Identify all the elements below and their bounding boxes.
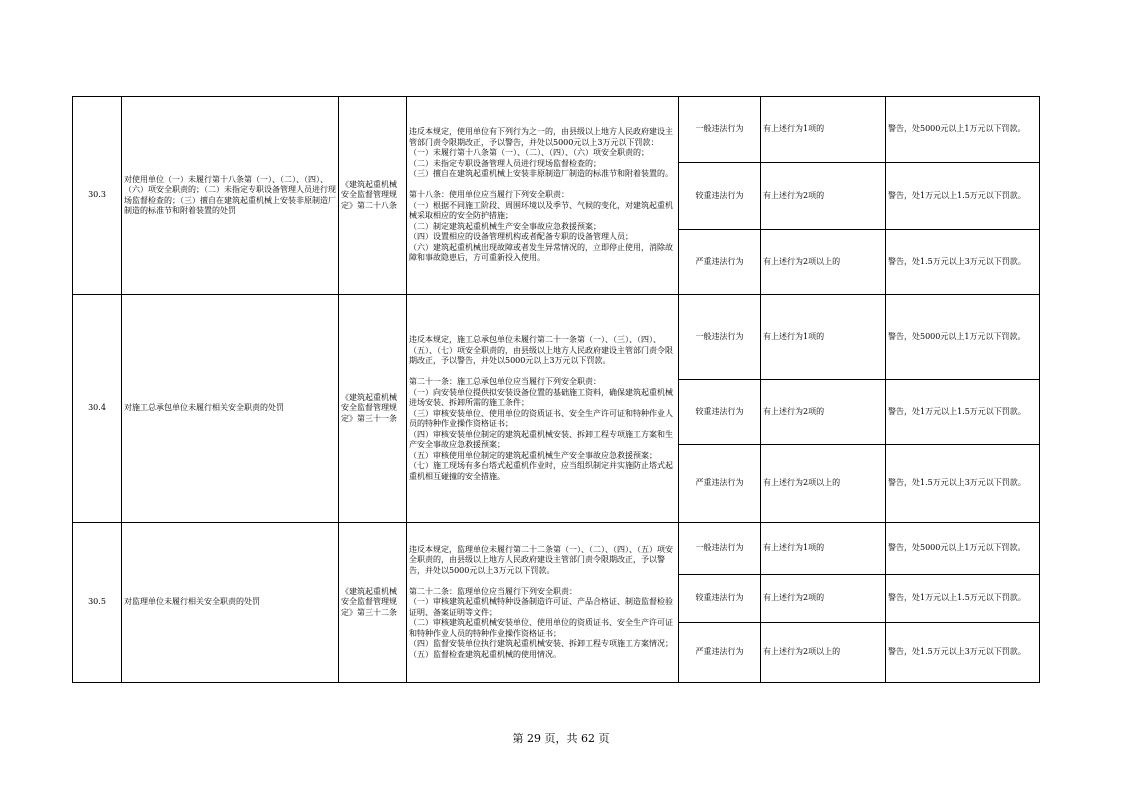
penalty-standard: 警告，处1万元以上1.5万元以下罚款。 (886, 575, 1040, 623)
violation-description: 对施工总承包单位未履行相关安全职责的处罚 (122, 295, 339, 523)
violation-situation: 有上述行为2项以上的 (761, 230, 886, 295)
table-row (73, 523, 1040, 575)
penalty-standard: 警告，处5000元以上1万元以下罚款。 (886, 523, 1040, 575)
item-number: 30.3 (73, 97, 122, 295)
violation-situation: 有上述行为1项的 (761, 523, 886, 575)
legal-provision-text: 违反本规定，施工总承包单位未履行第二十一条第（一）、（三）、（四）、（五）、（七）项安全职责的，由县级以上地方人民政府建设主管部门责令限期改正，予以警告，并处以5000元以上3万元以下罚款。 第二十一条：施工总承包单位应当履行下列安全职责： （一）向安装单位提供拟安装设备位置的基础施工资料，确保建筑起重机械进场安装、拆卸所需的施工条件； （三）审核安装单位、使用单位的资质证书、安全生产许可证和特种作业人员的特种作业操作资格证书； （四）审核安装单位制定的建筑起重机械安装、拆卸工程专项施工方案和生产安全事故应急救援预案； （五）审核使用单位制定的建筑起重机械生产安全事故应急救援预案； （七）施工现场有多台塔式起重机作业时，应当组织制定并实施防止塔式起重机相互碰撞的安全措施。 (407, 295, 679, 523)
table-row (73, 97, 1040, 163)
violation-level: 较重违法行为 (679, 380, 761, 445)
legal-provision-text: 违反本规定，监理单位未履行第二十二条第（一）、（二）、（四）、（五）项安全职责的，由县级以上地方人民政府建设主管部门责令限期改正，予以警告，并处以5000元以上3万元以下罚款。 第二十二条：监理单位应当履行下列安全职责： （一）审核建筑起重机械特种设备制造许可证、产品合格证、制造监督检验证明、备案证明等文件； （二）审核建筑起重机械安装单位、使用单位的资质证书、安全生产许可证和特种作业人员的特种作业操作资格证书； （四）监督安装单位执行建筑起重机械安装、拆卸工程专项施工方案情况； （五）监督检查建筑起重机械的使用情况。 (407, 523, 679, 683)
legal-basis: 《建筑起重机械安全监督管理规定》第二十八条 (339, 97, 407, 295)
penalty-standard: 警告，处5000元以上1万元以下罚款。 (886, 295, 1040, 380)
violation-level: 较重违法行为 (679, 575, 761, 623)
violation-level: 一般违法行为 (679, 523, 761, 575)
violation-situation: 有上述行为1项的 (761, 295, 886, 380)
legal-basis: 《建筑起重机械安全监督管理规定》第三十一条 (339, 295, 407, 523)
regulation-table (72, 96, 1040, 683)
penalty-standard: 警告，处5000元以上1万元以下罚款。 (886, 97, 1040, 163)
violation-situation: 有上述行为2项的 (761, 163, 886, 230)
violation-level: 一般违法行为 (679, 97, 761, 163)
violation-level: 一般违法行为 (679, 295, 761, 380)
violation-situation: 有上述行为2项的 (761, 575, 886, 623)
legal-provision-text: 违反本规定，使用单位有下列行为之一的，由县级以上地方人民政府建设主管部门责令限期改正，予以警告，并处以5000元以上3万元以下罚款： （一）未履行第十八条第（一）、（二）、（四）、（六）项安全职责的； （二）未指定专职设备管理人员进行现场监督检查的； （三）擅自在建筑起重机械上安装非原制造厂制造的标准节和附着装置的。 第十八条：使用单位应当履行下列安全职责： （一）根据不同施工阶段、周围环境以及季节、气候的变化，对建筑起重机械采取相应的安全防护措施； （二）制定建筑起重机械生产安全事故应急救援预案； （四）设置相应的设备管理机构或者配备专职的设备管理人员； （六）建筑起重机械出现故障或者发生异常情况的，立即停止使用，消除故障和事故隐患后，方可重新投入使用。 (407, 97, 679, 295)
penalty-standard: 警告，处1万元以上1.5万元以下罚款。 (886, 380, 1040, 445)
table-row (73, 295, 1040, 380)
penalty-standard: 警告，处1.5万元以上3万元以下罚款。 (886, 445, 1040, 523)
violation-situation: 有上述行为1项的 (761, 97, 886, 163)
violation-level: 严重违法行为 (679, 623, 761, 683)
violation-level: 较重违法行为 (679, 163, 761, 230)
violation-description: 对监理单位未履行相关安全职责的处罚 (122, 523, 339, 683)
penalty-standard: 警告，处1万元以上1.5万元以下罚款。 (886, 163, 1040, 230)
item-number: 30.4 (73, 295, 122, 523)
penalty-standard: 警告，处1.5万元以上3万元以下罚款。 (886, 623, 1040, 683)
page-number: 第 29 页，共 62 页 (512, 732, 610, 745)
violation-situation: 有上述行为2项的 (761, 380, 886, 445)
legal-basis: 《建筑起重机械安全监督管理规定》第三十二条 (339, 523, 407, 683)
violation-level: 严重违法行为 (679, 445, 761, 523)
item-number: 30.5 (73, 523, 122, 683)
violation-description: 对使用单位（一）未履行第十八条第（一）、（二）、（四）、（六）项安全职责的；（二）未指定专职设备管理人员进行现场监督检查的；（三）擅自在建筑起重机械上安装非原制造厂制造的标准节和附着装置的处罚 (122, 97, 339, 295)
violation-situation: 有上述行为2项以上的 (761, 623, 886, 683)
violation-situation: 有上述行为2项以上的 (761, 445, 886, 523)
penalty-standard: 警告，处1.5万元以上3万元以下罚款。 (886, 230, 1040, 295)
violation-level: 严重违法行为 (679, 230, 761, 295)
